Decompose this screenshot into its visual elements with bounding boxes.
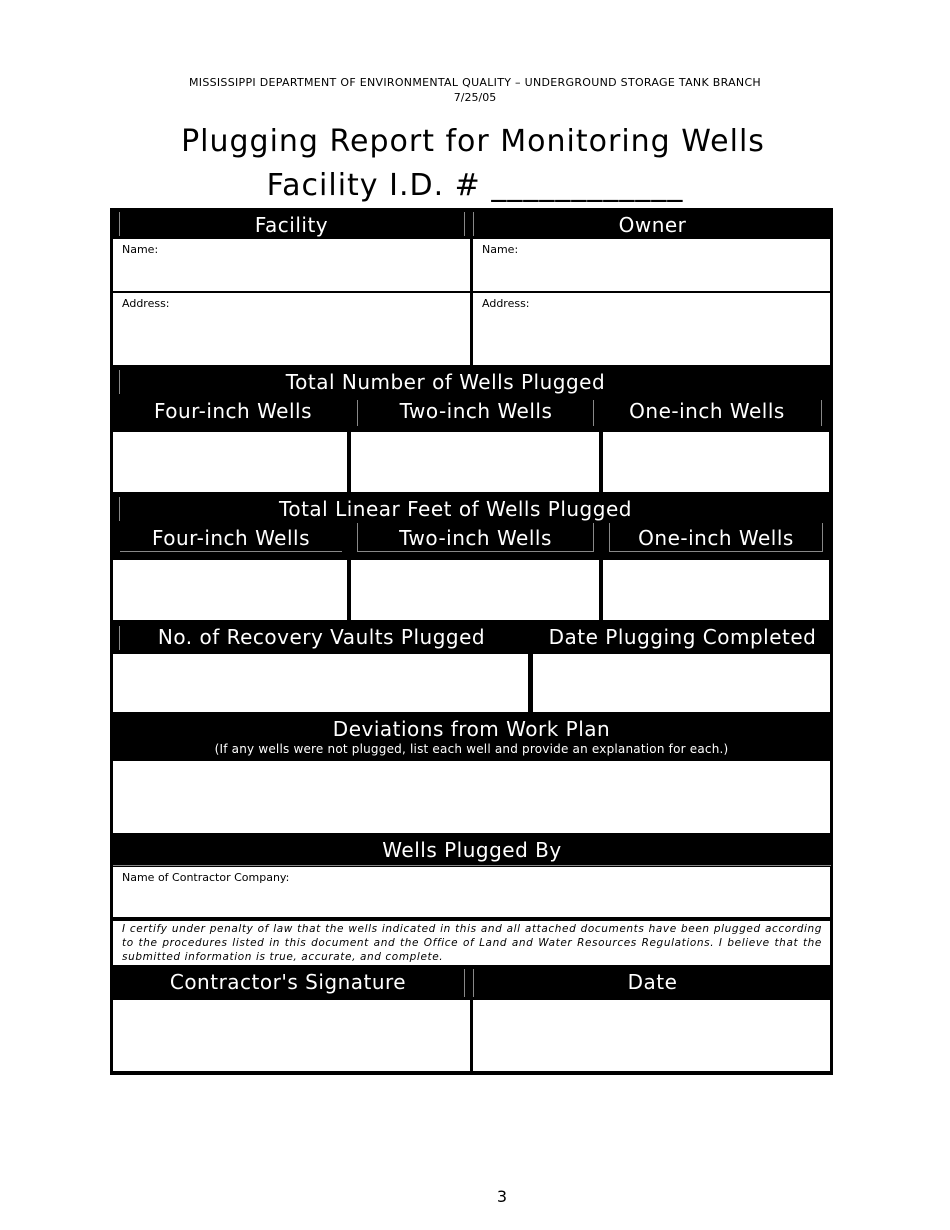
plugging-report-form bbox=[110, 208, 833, 1075]
linear-feet-one-inch-heading: One-inch Wells bbox=[609, 523, 823, 552]
total-number-one-inch-heading: One-inch Wells bbox=[594, 396, 820, 430]
date-completed-heading: Date Plugging Completed bbox=[534, 622, 831, 652]
total-number-four-inch-heading: Four-inch Wells bbox=[113, 396, 353, 430]
total-number-heading: Total Number of Wells Plugged bbox=[120, 367, 831, 395]
page-number: 3 bbox=[496, 1187, 508, 1206]
owner-name-field[interactable] bbox=[473, 239, 830, 291]
column-divider bbox=[821, 400, 822, 426]
facility-id-field[interactable]: Facility I.D. # ____________ bbox=[266, 168, 684, 203]
header-divider bbox=[464, 969, 465, 997]
header-divider bbox=[119, 370, 120, 394]
total-number-four-inch-field[interactable] bbox=[113, 432, 347, 492]
owner-address-field[interactable] bbox=[473, 293, 830, 365]
linear-feet-four-inch-heading: Four-inch Wells bbox=[120, 523, 342, 552]
owner-address-label: Address: bbox=[482, 297, 530, 310]
plugged-by-heading: Wells Plugged By bbox=[113, 835, 831, 866]
facility-address-field[interactable] bbox=[113, 293, 470, 365]
signature-heading: Contractor's Signature bbox=[113, 967, 463, 997]
contractor-signature-field[interactable] bbox=[113, 1000, 470, 1071]
owner-heading: Owner bbox=[474, 210, 831, 238]
facility-heading: Facility bbox=[120, 210, 463, 238]
header-divider bbox=[119, 212, 120, 236]
deviations-heading: Deviations from Work Plan bbox=[332, 717, 611, 741]
certification-statement: I certify under penalty of law that the wells indicated in this and all attached documents have been plugged according to the procedures listed in this document and the Office of Land and Water Resources Regulations. I believe that the submitted information is true, accurate, and complete. bbox=[113, 921, 830, 965]
header-divider bbox=[119, 497, 120, 521]
linear-feet-heading: Total Linear Feet of Wells Plugged bbox=[120, 494, 831, 522]
date-completed-field[interactable] bbox=[533, 654, 830, 712]
contractor-company-field[interactable] bbox=[113, 867, 830, 917]
header-divider bbox=[464, 212, 465, 236]
total-number-two-inch-heading: Two-inch Wells bbox=[358, 396, 594, 430]
facility-address-label: Address: bbox=[122, 297, 170, 310]
deviations-heading-block bbox=[113, 714, 830, 760]
vaults-heading: No. of Recovery Vaults Plugged bbox=[120, 622, 523, 652]
total-number-two-inch-field[interactable] bbox=[351, 432, 599, 492]
signature-date-heading: Date bbox=[474, 967, 831, 997]
linear-feet-two-inch-heading: Two-inch Wells bbox=[357, 523, 594, 552]
facility-name-field[interactable] bbox=[113, 239, 470, 291]
deviations-field[interactable] bbox=[113, 761, 830, 833]
contractor-company-label: Name of Contractor Company: bbox=[122, 871, 290, 884]
page-title: Plugging Report for Monitoring Wells bbox=[181, 124, 765, 159]
total-number-one-inch-field[interactable] bbox=[603, 432, 829, 492]
linear-feet-two-inch-field[interactable] bbox=[351, 560, 599, 620]
owner-name-label: Name: bbox=[482, 243, 519, 256]
deviations-subheading: (If any wells were not plugged, list each well and provide an explanation for each.) bbox=[214, 742, 729, 756]
revision-date: 7/25/05 bbox=[453, 91, 497, 104]
header-divider bbox=[119, 626, 120, 650]
agency-header: MISSISSIPPI DEPARTMENT OF ENVIRONMENTAL QUALITY – UNDERGROUND STORAGE TANK BRANCH bbox=[188, 76, 762, 89]
signature-date-field[interactable] bbox=[473, 1000, 830, 1071]
vaults-field[interactable] bbox=[113, 654, 528, 712]
linear-feet-four-inch-field[interactable] bbox=[113, 560, 347, 620]
linear-feet-one-inch-field[interactable] bbox=[603, 560, 829, 620]
facility-name-label: Name: bbox=[122, 243, 159, 256]
